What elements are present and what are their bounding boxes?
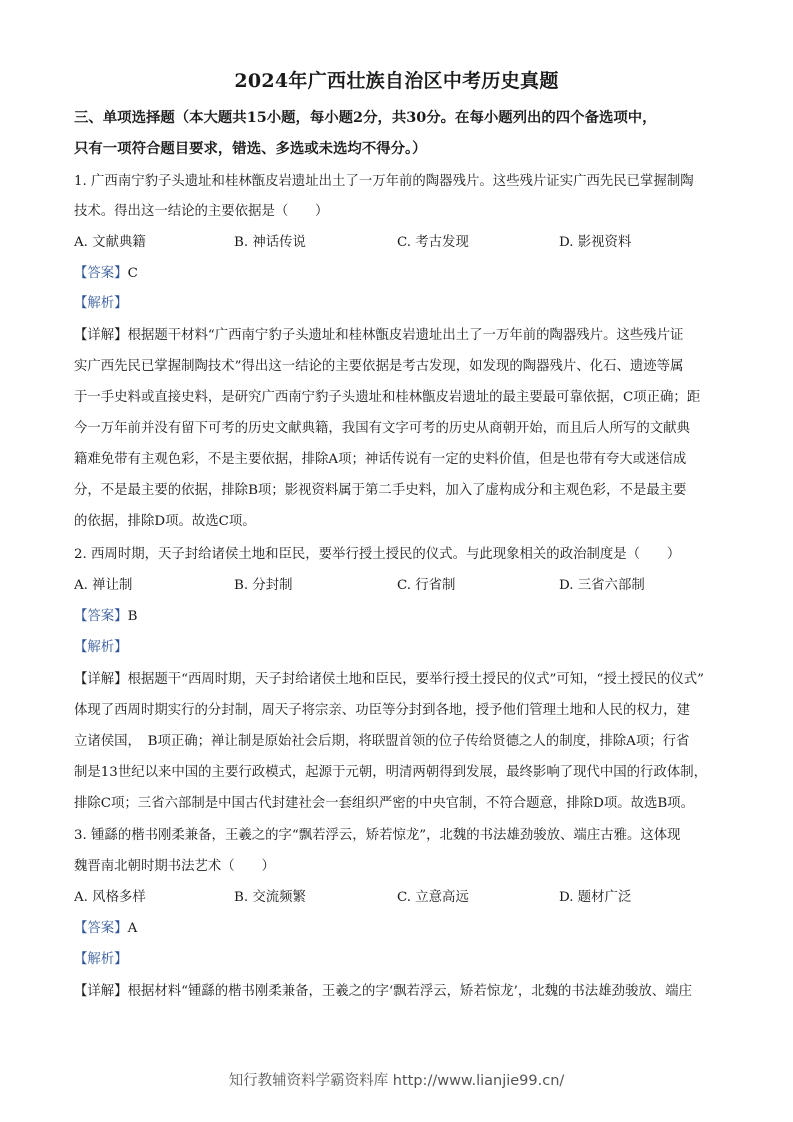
q2-detail-line-4: 制是13世纪以来中国的主要行政模式，起源于元朝，明清两朝得到发展，最终影响了现代中国的行政体制， [74, 765, 708, 780]
q2-detail-tag: 【详解】 [74, 672, 128, 687]
q1-stem-line-1: 1. 广西南宁豹子头遗址和桂林甑皮岩遗址出土了一万年前的陶器残片。这些残片证实广西先民已掌握制陶 [74, 174, 694, 189]
q3-option-d: D. 题材广泛 [559, 890, 632, 905]
q1-answer-tag: 【答案】 [74, 266, 128, 281]
q1-answer-value: C [127, 266, 138, 281]
page-footer: 知行教辅资料学霸资料库 http://www.lianjie99.cn/ [228, 1073, 565, 1089]
q3-detail-line-1 [74, 982, 722, 1002]
q2-answer-value: B [127, 609, 138, 624]
q1-detail-text-1: 根据题干材料“广西南宁豹子头遗址和桂林甑皮岩遗址出土了一万年前的陶器残片。这些残片证 [127, 328, 684, 343]
q3-option-c: C. 立意高远 [397, 890, 469, 905]
q2-detail-line-1 [74, 670, 722, 690]
q1-detail-line-5: 籍难免带有主观色彩，不是主要依据，排除A项；神话传说有一定的史料价值，但是也带有夸大或迷信成 [74, 452, 687, 467]
q1-detail-line-7: 的依据，排除D项。故选C项。 [74, 514, 256, 529]
q1-detail-tag: 【详解】 [74, 328, 128, 343]
q3-detail-text-1: 根据材料“锺繇的楷书刚柔兼备，王羲之的字‘飘若浮云，矫若惊龙’，北魏的书法雄劲骏放、端庄 [127, 984, 692, 999]
q3-stem-line-1: 3. 锺繇的楷书刚柔兼备，王羲之的字“飘若浮云，矫若惊龙”，北魏的书法雄劲骏放、端庄古雅。这体现 [74, 828, 681, 843]
q3-answer [74, 919, 722, 939]
q2-option-d: D. 三省六部制 [559, 578, 645, 593]
q2-detail-line-5: 排除C项；三省六部制是中国古代封建社会一套组织严密的中央官制，不符合题意，排除D项。故选B项。 [74, 796, 695, 811]
q3-option-a: A. 风格多样 [74, 890, 146, 905]
section-heading-line-2: 只有一项符合题目要求，错选、多选或未选均不得分。） [74, 140, 427, 157]
section-heading-line-1: 三、单项选择题（本大题共15小题，每小题2分，共30分。在每小题列出的四个备选项中， [74, 109, 657, 126]
q1-detail-line-3: 于一手史料或直接史料，是研究广西南宁豹子头遗址和桂林甑皮岩遗址的最主要最可靠依据，C项正确；距 [74, 390, 701, 405]
q2-detail-line-3: 立诸侯国， B项正确；禅让制是原始社会后期，将联盟首领的位子传给贤德之人的制度，排除A项；行省 [74, 734, 690, 749]
q3-stem-line-2: 魏晋南北朝时期书法艺术（ ） [74, 859, 275, 874]
q1-option-b: B. 神话传说 [234, 235, 306, 250]
q1-stem-line-2: 技术。得出这一结论的主要依据是（ ） [74, 204, 329, 219]
page-title: 2024年广西壮族自治区中考历史真题 [234, 70, 559, 92]
q1-detail-line-6: 分，不是最主要的依据，排除B项；影视资料属于第二手史料，加入了虚构成分和主观色彩，不是最主要 [74, 483, 687, 498]
q1-detail-line-1 [74, 326, 722, 346]
q2-option-a: A. 禅让制 [74, 578, 133, 593]
q2-detail-line-2: 体现了西周时期实行的分封制，周天子将宗亲、功臣等分封到各地，授予他们管理土地和人民的权力，建 [74, 703, 690, 718]
q1-detail-line-4: 今一万年前并没有留下可考的历史文献典籍，我国有文字可考的历史从商朝开始，而且后人所写的文献典 [74, 421, 690, 436]
q3-answer-value: A [127, 921, 138, 936]
q2-option-b: B. 分封制 [234, 578, 293, 593]
q3-option-b: B. 交流频繁 [234, 890, 306, 905]
q2-answer [74, 607, 722, 627]
q3-detail-tag: 【详解】 [74, 984, 128, 999]
q2-detail-text-1: 根据题干“西周时期，天子封给诸侯土地和臣民，要举行授土授民的仪式”可知，“授土授民的仪式” [127, 672, 704, 687]
q1-analysis-tag: 【解析】 [74, 296, 128, 311]
q1-answer [74, 264, 722, 284]
q2-stem-line-1: 2. 西周时期，天子封给诸侯土地和臣民，要举行授土授民的仪式。与此现象相关的政治制度是（ ） [74, 547, 681, 562]
q1-option-d: D. 影视资料 [559, 235, 632, 250]
q3-analysis-tag: 【解析】 [74, 952, 128, 967]
q1-option-c: C. 考古发现 [397, 235, 469, 250]
q3-answer-tag: 【答案】 [74, 921, 128, 936]
q1-detail-line-2: 实广西先民已掌握制陶技术”得出这一结论的主要依据是考古发现，如发现的陶器残片、化石、遗迹等属 [74, 359, 684, 374]
q2-option-c: C. 行省制 [397, 578, 456, 593]
q1-option-a: A. 文献典籍 [74, 235, 146, 250]
q2-analysis-tag: 【解析】 [74, 640, 128, 655]
q2-answer-tag: 【答案】 [74, 609, 128, 624]
